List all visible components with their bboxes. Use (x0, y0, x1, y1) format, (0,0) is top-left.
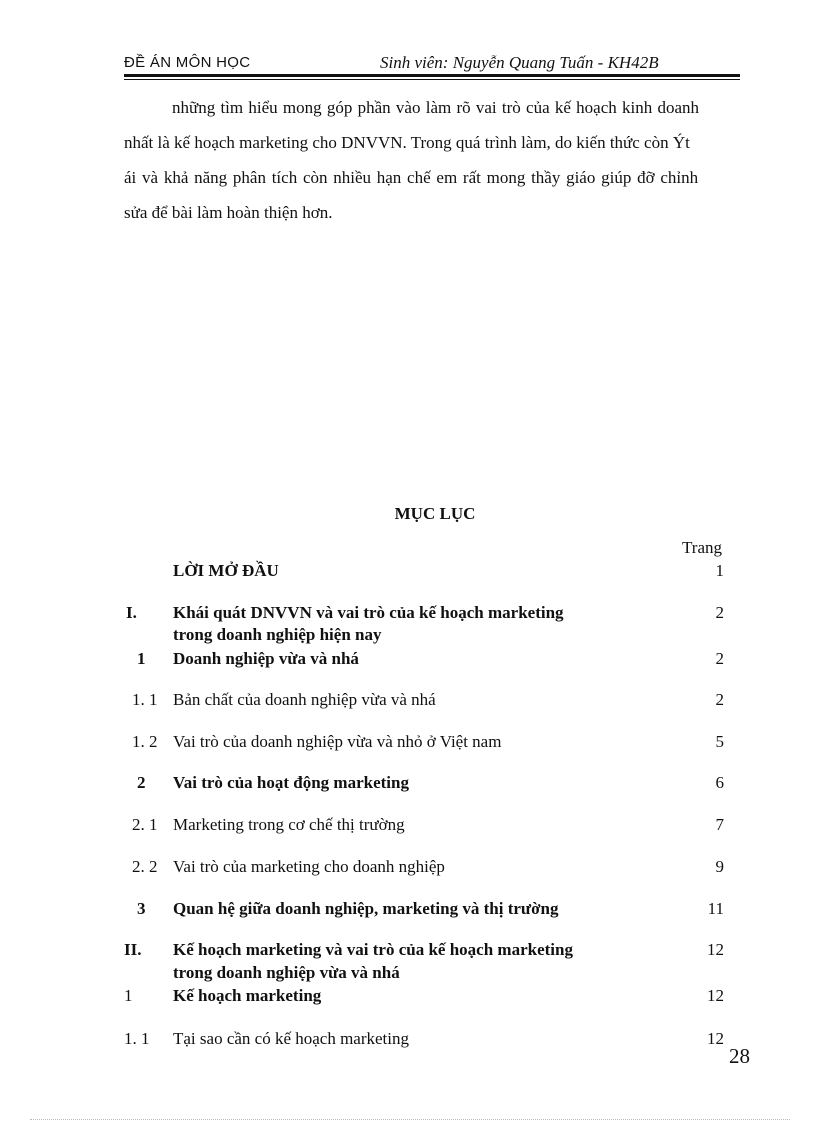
footer-divider (30, 1119, 790, 1120)
intro-paragraph (124, 90, 748, 230)
toc-entry-page: 2 (715, 690, 724, 709)
toc-page-column-label: Trang (682, 538, 722, 557)
header-rule (124, 74, 740, 77)
toc-entry-page: 12 (707, 986, 724, 1005)
toc-entry-page: 1 (715, 561, 724, 580)
toc-entry-text: Vai trò của hoạt động marketing (173, 773, 409, 792)
page-header (124, 52, 740, 76)
paragraph-line: ái và khả năng phân tích còn nhiều hạn chế em rất mong thầy giáo giúp đỡ chỉnh (124, 168, 699, 187)
toc-entry-text: Vai trò của doanh nghiệp vừa và nhỏ ở Việt nam (173, 732, 502, 751)
toc-entry-number: 1. 1 (132, 690, 158, 709)
page-number: 28 (729, 1044, 750, 1068)
paragraph-line: sửa để bài làm hoàn thiện hơn. (124, 203, 333, 222)
toc-entry-page: 9 (715, 857, 724, 876)
paragraph-line: nhất là kế hoạch marketing cho DNVVN. Trong quá trình làm, do kiến thức còn Ýt (124, 133, 690, 152)
toc-entry-text: Vai trò của marketing cho doanh nghiệp (173, 857, 445, 876)
toc-entry-page: 6 (715, 773, 724, 792)
toc-entry-number: II. (124, 940, 142, 959)
student-name: Sinh viên: Nguyễn Quang Tuấn - KH42B (380, 53, 659, 72)
toc-entry-text: Quan hệ giữa doanh nghiệp, marketing và thị trường (173, 899, 559, 918)
toc-entry-text: LỜI MỞ ĐẦU (173, 561, 279, 580)
toc-entry-text: Doanh nghiệp vừa và nhá (173, 649, 359, 668)
toc-entry-number: I. (126, 603, 137, 622)
toc-entry-page: 12 (707, 940, 724, 959)
toc-entry-number: 2. 1 (132, 815, 158, 834)
toc-entry-number: 1 (137, 649, 146, 668)
toc-entry-page: 12 (707, 1029, 724, 1048)
toc-entry-number: 3 (137, 899, 146, 918)
toc-entry-number: 2. 2 (132, 857, 158, 876)
course-title: ĐỀ ÁN MÔN HỌC (124, 54, 251, 71)
toc-entry-text: Kế hoạch marketing (173, 986, 322, 1005)
toc-entry-number: 1. 2 (132, 732, 158, 751)
toc-entry-text: Kế hoạch marketing và vai trò của kế hoạch marketing (173, 940, 573, 959)
toc-entry-page: 2 (715, 603, 724, 622)
toc-entry-text: Khái quát DNVVN và vai trò của kế hoạch marketing (173, 603, 564, 622)
toc-entry-number: 2 (137, 773, 146, 792)
toc-entry-text: Bản chất của doanh nghiệp vừa và nhá (173, 690, 436, 709)
toc-entry-page: 2 (715, 649, 724, 668)
header-rule-thin (124, 79, 740, 80)
toc-title: MỤC LỤC (394, 504, 476, 523)
toc-entry-text-line2: trong doanh nghiệp vừa và nhá (173, 963, 400, 982)
toc-entry-number: 1 (124, 986, 133, 1005)
toc-entry-text-line2: trong doanh nghiệp hiện nay (173, 625, 382, 644)
toc-entry-number: 1. 1 (124, 1029, 150, 1048)
toc-entry-page: 7 (715, 815, 724, 834)
paragraph-line: những tìm hiểu mong góp phần vào làm rõ vai trò của kế hoạch kinh doanh (172, 98, 700, 117)
toc-entry-text: Tại sao cần có kế hoạch marketing (173, 1029, 410, 1048)
toc-entry-page: 5 (715, 732, 724, 751)
toc-entry-text: Marketing trong cơ chế thị trường (173, 815, 405, 834)
toc-entry-page: 11 (707, 899, 724, 918)
